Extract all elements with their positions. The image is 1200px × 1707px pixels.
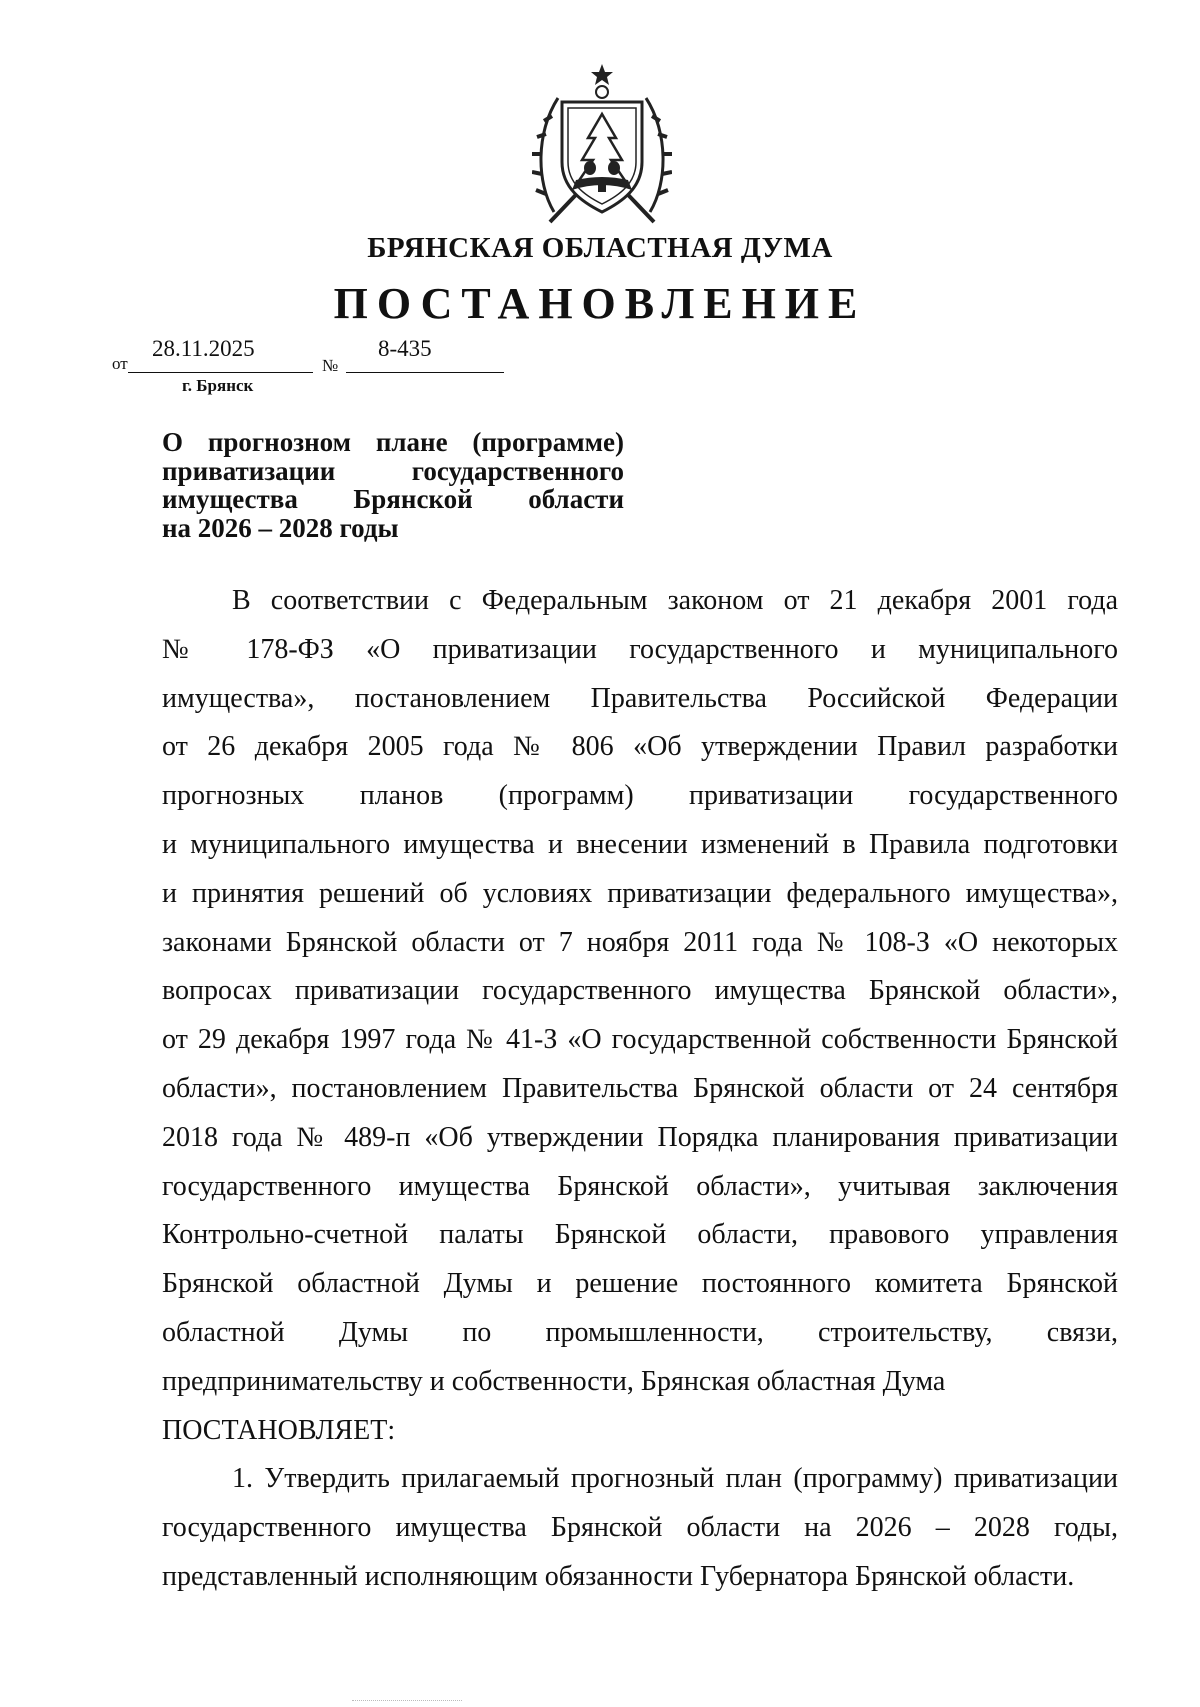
subject-line: на 2026 – 2028 годы: [162, 512, 399, 543]
body-line: и принятия решений об условиях приватизации федерального имущества»,: [162, 877, 1118, 909]
body-line: законами Брянской области от 7 ноября 2011 года № 108-З «О некоторых: [162, 926, 1118, 958]
body-line: 2018 года № 489-п «Об утверждении Порядка планирования приватизации: [162, 1121, 1118, 1153]
document-body: [162, 577, 1118, 1602]
subject-line: О прогнозном плане (программе): [162, 427, 624, 457]
coat-of-arms-icon: [532, 62, 672, 228]
organization-title: БРЯНСКАЯ ОБЛАСТНАЯ ДУМА: [367, 232, 833, 264]
body-line: от 26 декабря 2005 года № 806 «Об утверждении Правил разработки: [162, 731, 1118, 763]
city-name: г. Брянск: [182, 376, 254, 395]
body-line: имущества», постановлением Правительства Российской Федерации: [162, 682, 1118, 714]
body-line: 1. Утвердить прилагаемый прогнозный план (программу) приватизации: [232, 1463, 1118, 1495]
document-subject: [162, 428, 624, 542]
body-line: Контрольно-счетной палаты Брянской области, правового управления: [162, 1219, 1118, 1251]
body-line: областной Думы по промышленности, строительству, связи,: [162, 1316, 1118, 1348]
body-line: государственного имущества Брянской области на 2026 – 2028 годы,: [162, 1512, 1118, 1544]
subject-line: приватизации государственного: [162, 455, 624, 486]
date-underline: [128, 372, 313, 373]
body-line: от 29 декабря 1997 года № 41-З «О государственной собственности Брянской: [162, 1024, 1118, 1056]
date-prefix: от: [112, 354, 128, 373]
body-line: Брянской областной Думы и решение постоянного комитета Брянской: [162, 1268, 1118, 1300]
body-line: прогнозных планов (программ) приватизации государственного: [162, 780, 1118, 812]
body-line: № 178-ФЗ «О приватизации государственного и муниципального: [162, 633, 1118, 665]
body-line: государственного имущества Брянской области», учитывая заключения: [162, 1170, 1118, 1202]
body-line: и муниципального имущества и внесении изменений в Правила подготовки: [162, 828, 1118, 860]
body-line: В соответствии с Федеральным законом от 21 декабря 2001 года: [232, 585, 1118, 616]
subject-line: имущества Брянской области: [162, 484, 624, 514]
document-number: 8-435: [378, 336, 432, 361]
document-date: 28.11.2025: [152, 336, 255, 361]
resolution-keyword: ПОСТАНОВЛЯЕТ:: [162, 1414, 396, 1446]
scan-artifact: [352, 1700, 462, 1703]
number-underline: [346, 372, 504, 373]
document-type: ПОСТАНОВЛЕНИЕ: [333, 279, 867, 328]
body-line: предпринимательству и собственности, Брянская областная Дума: [162, 1365, 946, 1397]
body-line: области», постановлением Правительства Брянской области от 24 сентября: [162, 1072, 1118, 1104]
number-prefix: №: [322, 356, 339, 375]
body-line: представленный исполняющим обязанности Губернатора Брянской области.: [162, 1560, 1075, 1592]
body-line: вопросах приватизации государственного имущества Брянской области»,: [162, 975, 1118, 1007]
